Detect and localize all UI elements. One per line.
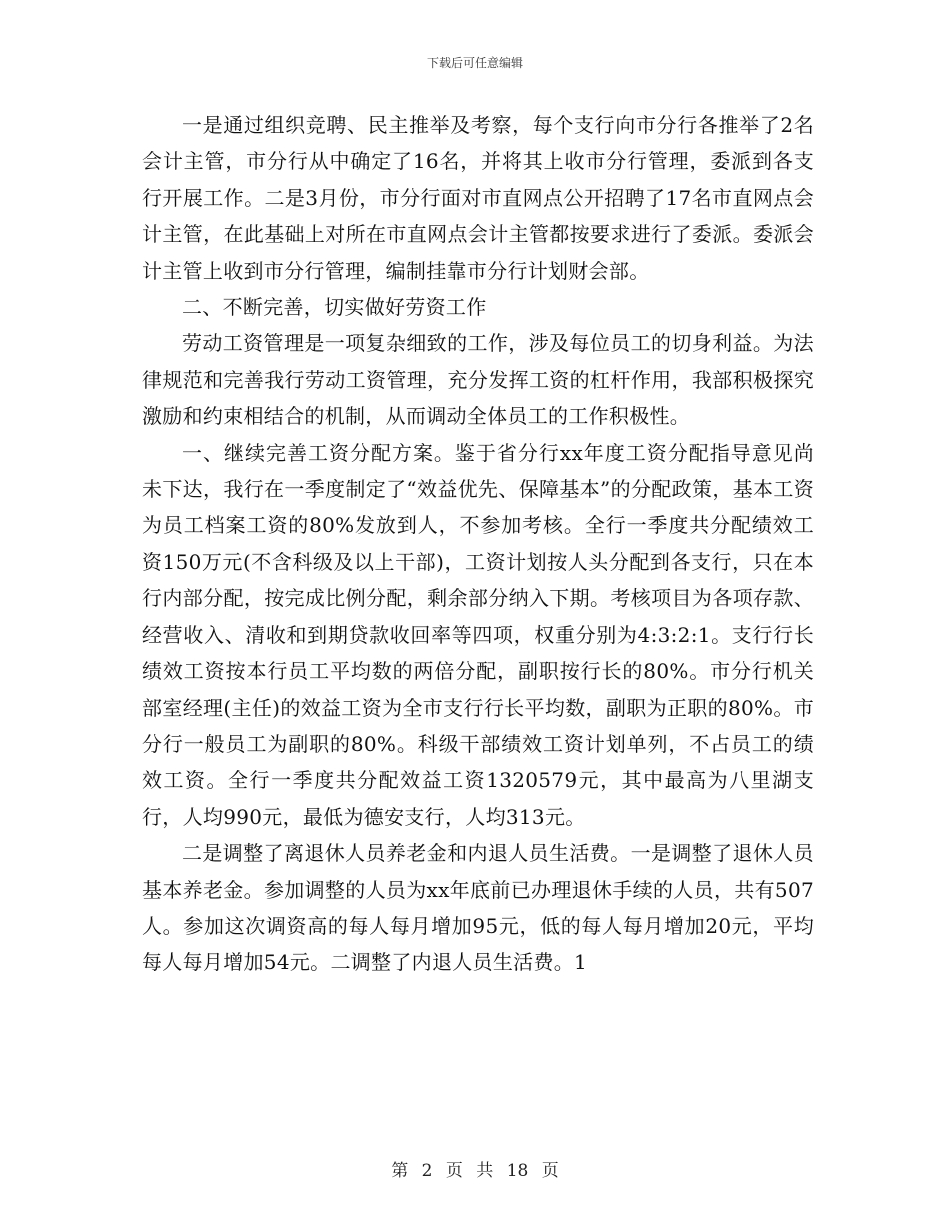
document-body xyxy=(142,107,814,981)
footer-total-pages: 18 xyxy=(506,1161,529,1181)
footer-label-total-unit: 页 xyxy=(541,1161,559,1181)
paragraph-3: 一、继续完善工资分配方案。鉴于省分行xx年度工资分配指导意见尚未下达，我行在一季度制定了“效益优先、保障基本”的分配政策，基本工资为员工档案工资的80%发放到人，不参加考核。全行一季度共分配绩效工资150万元(不含科级及以上干部)，工资计划按人头分配到各支行，只在本行内部分配，按完成比例分配，剩余部分纳入下期。考核项目为各项存款、经营收入、清收和到期贷款收回率等四项，权重分别为4:3:2:1。支行行长绩效工资按本行员工平均数的两倍分配，副职按行长的80%。市分行机关部室经理(主任)的效益工资为全市支行行长平均数，副职为正职的80%。市分行一般员工为副职的80%。科级干部绩效工资计划单列，不占员工的绩效工资。全行一季度共分配效益工资1320579元，其中最高为八里湖支行，人均990元，最低为德安支行，人均313元。 xyxy=(142,440,814,829)
footer-label-page-unit: 页 xyxy=(445,1161,463,1181)
section-heading: 二、不断完善，切实做好劳资工作 xyxy=(182,295,487,320)
footer-label-total: 共 xyxy=(476,1161,494,1181)
footer-current-page: 2 xyxy=(421,1161,433,1181)
page-header: 下载后可任意编辑 xyxy=(426,56,523,70)
paragraph-2: 劳动工资管理是一项复杂细致的工作，涉及每位员工的切身利益。为法律规范和完善我行劳动工资管理，充分发挥工资的杠杆作用，我部积极探究激励和约束相结合的机制，从而调动全体员工的工作积极性。 xyxy=(142,331,814,429)
page-footer xyxy=(0,1156,950,1181)
paragraph-4: 二是调整了离退休人员养老金和内退人员生活费。一是调整了退休人员基本养老金。参加调整的人员为xx年底前已办理退休手续的人员，共有507人。参加这次调资高的每人每月增加95元，低的每人每月增加20元，平均每人每月增加54元。二调整了内退人员生活费。1 xyxy=(142,841,814,975)
footer-label-page: 第 xyxy=(391,1161,409,1181)
paragraph-1: 一是通过组织竞聘、民主推举及考察，每个支行向市分行各推举了2名会计主管，市分行从中确定了16名，并将其上收市分行管理，委派到各支行开展工作。二是3月份，市分行面对市直网点公开招聘了17名市直网点会计主管，在此基础上对所在市直网点会计主管都按要求进行了委派。委派会计主管上收到市分行管理，编制挂靠市分行计划财会部。 xyxy=(142,113,814,283)
